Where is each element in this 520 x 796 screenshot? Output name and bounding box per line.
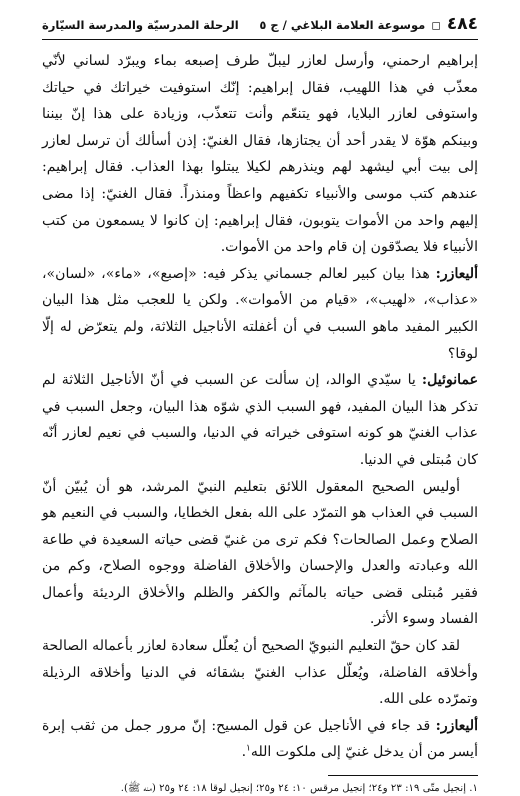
header-right-group	[259, 14, 478, 34]
body-text	[42, 48, 478, 766]
header-separator: ◻	[431, 18, 441, 32]
paragraph-text: قد جاء في الأناجيل عن قول المسيح: إنّ مرور جمل من ثقب إبرة أيسر من أن يدخل غنيّ إلى ملكوت الله	[42, 717, 478, 761]
paragraph-end: .	[241, 744, 247, 761]
footnote-rule	[328, 775, 478, 776]
paragraph-2	[42, 261, 478, 367]
section-title: الرحلة المدرسيّة والمدرسة السيّارة	[42, 18, 239, 32]
paragraph-text: لقد كان حقّ التعليم النبويّ الصحيح أن يُعلّل سعادة لعازر بأعماله الصالحة وأخلاقه الفاضلة، ويُعلّل عذاب الغنيّ بشقائه في الدنيا وأخلاقه الرذيلة وتمرّده على الله.	[42, 638, 478, 708]
paragraph-text: إبراهيم ارحمني، وأرسل لعازر ليبلّ طرف إصبعه بماء ويبرّد لساني لأنّي معذّب في هذا اللهيب، فقال إبراهيم: إنّك استوفيت خيراتك في حياتك واستوفى لعازر البلايا، فهو يتنعّم وأنت تتعذّب، وزيادة على هذا إنّ بيننا وبينكم هوّة لا يقدر أحد أن يجتازها، فقال الغنيّ: إذن أسألك أن ترسل لعازر إلى بيت أبي ليشهد لهم وينذرهم لكيلا يبتلوا بهذا العذاب. فقال إبراهيم: عندهم كتب موسى والأنبياء تكفيهم واعظاً ومنذراً. فقال الغنيّ: إذا مضى إليهم واحد من الأموات يتوبون، فقال إبراهيم: إن كانوا لا يسمعون من كتب الأنبياء فلا يصدّقون إن قام واحد من الأموات.	[42, 53, 478, 256]
footnote-text: ١. إنجيل متّى ١٩: ٢٣ و٢٤؛ إنجيل مرقس ١٠: ٢٤ و٢٥؛ إنجيل لوقا ١٨: ٢٤ و٢٥ (منه ﷺ).	[120, 783, 478, 795]
paragraph-3	[42, 367, 478, 473]
book-page	[42, 14, 478, 796]
paragraph-1	[42, 48, 478, 261]
paragraph-text: أوليس الصحيح المعقول اللائق بتعليم النبيّ المرشد، هو أن يُبيّن أنّ السبب في العذاب هو التمرّد على الله بفعل الخطايا، والسبب في النعيم هو الصلاح وعمل الصالحات؟ فكم ترى من غنيّ قضى حياته السعيدة في طاعة الله وعبادته والعدل والإحسان والأخلاق الفاضلة ووجوه الصلاح، وكم من فقير مُبتلى قضى حياته بالمآثم والكفر والظلم والأخلاق الرديئة وأعمال الفساد وسوء الأثر.	[42, 478, 478, 628]
series-title: موسوعة العلامة البلاغي / ج ٥	[259, 18, 426, 32]
footnote-marker[interactable]: ١	[246, 743, 251, 754]
paragraph-4	[42, 474, 478, 634]
speaker-label: عمانوئيل:	[421, 372, 478, 389]
header-rule	[42, 39, 478, 40]
paragraph-6	[42, 713, 478, 766]
paragraph-5	[42, 633, 478, 713]
speaker-label: أليعازر:	[435, 717, 478, 734]
speaker-label: أليعازر:	[435, 265, 478, 282]
paragraph-text: يا سيّدي الوالد، إن سألت عن السبب في أنّ الأناجيل الثلاثة لم تذكر هذا البيان المفيد، فهو السبب الذي شوّه هذا البيان، وجعل السبب في عذاب الغنيّ هو كونه استوفى خيراته في الدنيا، والسبب في نعيم لعازر أنّه كان مُبتلى في الدنيا.	[42, 372, 478, 468]
running-header	[42, 14, 478, 39]
paragraph-text: هذا بيان كبير لعالم جسماني يذكر فيه: «إصبع»، «ماء»، «لسان»، «عذاب»، «لهيب»، «قيام من الأموات». ولكن يا للعجب مثل هذا البيان الكبير المفيد ماهو السبب في أن أغفلته الأناجيل الثلاثة، ولم يتعرّض له إلّا لوقا؟	[42, 265, 478, 362]
page-number: ٤٨٤	[446, 14, 478, 34]
